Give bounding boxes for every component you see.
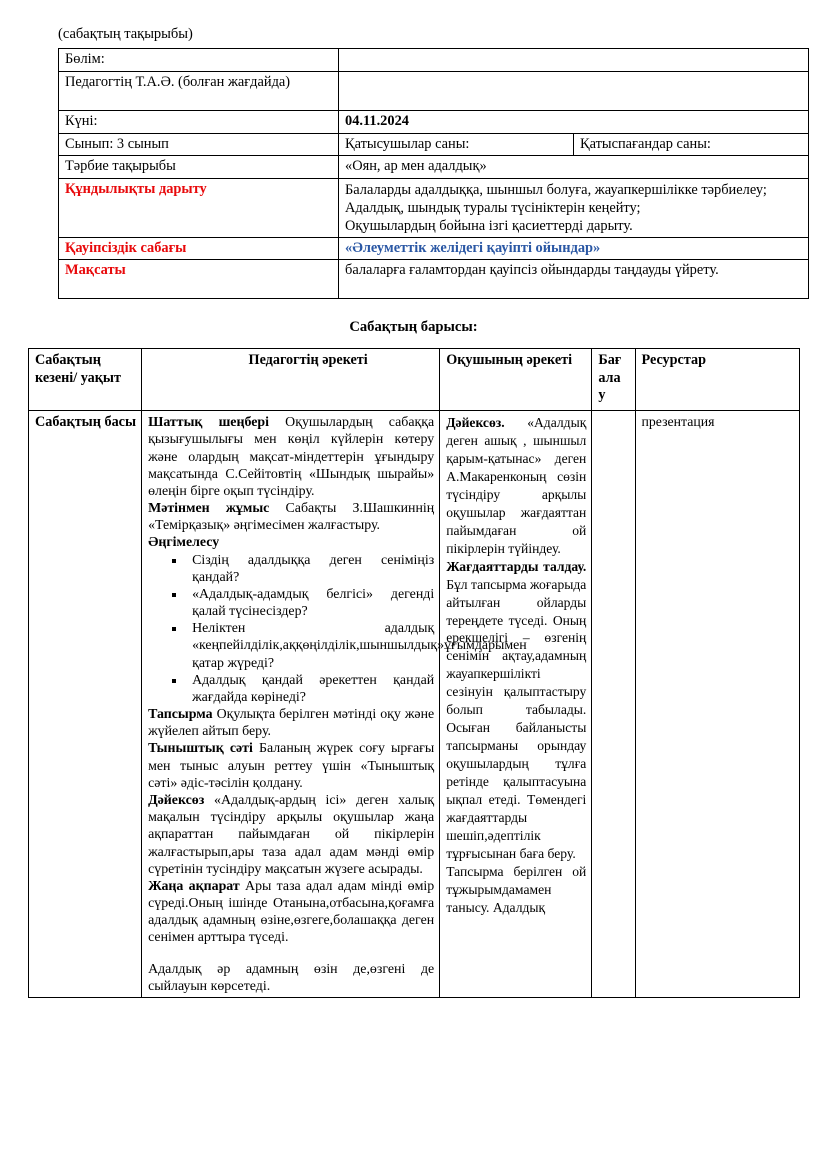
safety-lesson-label: Қауіпсіздік сабағы	[59, 237, 339, 260]
topic-label: Тәрбие тақырыбы	[59, 156, 339, 179]
teacher-text-text-work: Сабақты З.Шашкиннің «Темірқазық» әңгімесімен жалғастыру.	[148, 501, 435, 534]
student-action-cell	[440, 411, 592, 998]
section-value	[339, 49, 809, 72]
teacher-paragraph-new-info	[148, 878, 434, 947]
column-header-stage: Сабақтың кезені/ уақыт	[29, 349, 142, 411]
teacher-heading-task: Тапсырма	[148, 707, 213, 723]
student-paragraph-situation-analysis	[446, 558, 586, 863]
teacher-paragraph-discussion	[148, 534, 434, 551]
student-paragraph-quote	[446, 414, 586, 558]
table-row-safety	[59, 237, 809, 260]
student-heading-quote: Дәйексөз.	[446, 415, 505, 431]
teacher-text-quote: «Адалдық-ардың ісі» деген халық мақалын түсіндіру арқылы оқушылар жаңа ақпараттан пайымдаған ой пікірлерін жалғастырып,ары таза адал адам мәнді өмір сүретінін тусіндіру мақсатын жүзеге асырады.	[148, 792, 435, 877]
teacher-heading-text-work: Мәтінмен жұмыс	[148, 501, 270, 517]
table-row-section	[59, 49, 809, 72]
lesson-info-table	[58, 48, 809, 299]
list-item: Неліктен адалдық «кеңпейілділік,аққөңілділік,шыншылдық»ұғымдарымен қатар жүреді?	[170, 620, 434, 672]
lesson-topic-caption: (сабақтың тақырыбы)	[58, 26, 193, 42]
teacher-paragraph-text-work	[148, 500, 434, 534]
paragraph-spacer	[148, 947, 434, 961]
teacher-name-label: Педагогтің Т.А.Ә. (болған жағдайда)	[59, 71, 339, 110]
table-header-row	[29, 349, 800, 411]
value-line: Адалдық, шындық туралы түсініктерін кеңейту;	[345, 199, 641, 216]
teacher-text-new-info: Ары таза адал адам мінді өмір сүреді.Оның ішінде Отанына,отбасына,қоғамға адалдық адамның өзіне,өзгеге,болашаққа деген сенімен арттыра түседі.	[148, 878, 435, 946]
date-value: 04.11.2024	[339, 110, 809, 133]
teacher-heading-quote: Дәйексөз	[148, 792, 205, 808]
value-instilling-label: Құндылықты дарыту	[59, 178, 339, 237]
list-item: «Адалдық-адамдық белгісі» дегенді қалай түсінесіздер?	[170, 586, 434, 620]
goal-value: балаларға ғаламтордан қауіпсіз ойындарды таңдауды үйрету.	[339, 260, 809, 299]
student-text-quote: «Адалдық деген ашық , шыншыл қарым-қатынас» деген А.Макаренконың сөзін түсіндіру арқылы оқушылар жағдаяттан пайымдаған ой пікірлерін түйіндеу.	[446, 415, 587, 556]
student-heading-situation-analysis: Жағдаяттарды талдау.	[446, 558, 587, 574]
teacher-text-joy-circle: Оқушылардың сабаққа қызығушылығы мен көңіл күйлерін көтеру және олардың мақсат-міндеттерін ұғындыру мақсатында С.Сейітовтің «Шындық шырайы» өлеңін бірге оқып түсіндіру.	[148, 415, 435, 499]
teacher-heading-discussion: Әңгімелесу	[148, 535, 220, 551]
table-row-class	[59, 133, 809, 156]
teacher-paragraph-task	[148, 706, 434, 740]
teacher-paragraph-closing: Адалдық әр адамның өзін де,өзгені де сыйлауын көрсетеді.	[148, 961, 435, 994]
column-header-evaluation: Бағ ала у	[592, 349, 635, 411]
value-line: Балаларды адалдыққа, шыншыл болуға, жауапкершілікке тәрбиелеу;	[345, 181, 767, 198]
lesson-flow-table	[28, 348, 800, 998]
date-label: Күні:	[59, 110, 339, 133]
teacher-paragraph-joy-circle	[148, 414, 434, 500]
teacher-heading-new-info: Жаңа ақпарат	[148, 878, 240, 894]
teacher-text-quiet-moment: Баланың жүрек соғу ырғағы мен тыныс алуын реттеу үшін «Тыныштық сәті» әдіс-тәсілін қолдану.	[148, 741, 435, 791]
lesson-flow-title: Сабақтың барысы:	[349, 319, 478, 336]
value-instilling-value	[339, 178, 809, 237]
teacher-name-value	[339, 71, 809, 110]
section-label: Бөлім:	[59, 49, 339, 72]
table-row-lesson-start	[29, 411, 800, 998]
table-row-topic	[59, 156, 809, 179]
table-row-date	[59, 110, 809, 133]
student-paragraph-task: Тапсырма берілген ой тұжырымдамамен танысу. Адалдық	[446, 863, 587, 915]
participants-label: Қатысушылар саны:	[339, 133, 574, 156]
column-header-teacher-action: Педагогтің әрекеті	[142, 349, 440, 411]
list-item: Сіздің адалдыққа деген сеніміңіз қандай?	[170, 552, 434, 586]
list-item: Адалдық қандай әрекеттен қандай жағдайда көрінеді?	[170, 672, 434, 706]
teacher-paragraph-quiet-moment	[148, 740, 434, 792]
safety-lesson-value: «Әлеуметтік желідегі қауіпті ойындар»	[339, 237, 809, 260]
topic-value: «Оян, ар мен адалдық»	[339, 156, 809, 179]
absent-label: Қатыспағандар саны:	[574, 133, 809, 156]
teacher-heading-quiet-moment: Тыныштық сәті	[148, 741, 253, 757]
value-line: Оқушылардың бойына ізгі қасиеттерді дарыту.	[345, 217, 633, 234]
class-label: Сынып: 3 сынып	[59, 133, 339, 156]
table-row-goal	[59, 260, 809, 299]
goal-label: Мақсаты	[59, 260, 339, 299]
teacher-heading-joy-circle: Шаттық шеңбері	[148, 415, 269, 431]
student-text-situation-analysis: Бұл тапсырма жоғарыда айтылған ойларды тереңдете түседі. Оның ерекшелігі – өзгенің сенімін ақтау,адамның жауапкершілікті сезінуін қалыптастыру болып табылады. Осыған байланысты тапсырманы орындау оқушылардың тұлға ретінде қалыптасуына ықпал етеді. Төмендегі жағдаяттарды шешіп,әдептілік тұрғысынан баға беру.	[446, 576, 587, 861]
table-row-values	[59, 178, 809, 237]
column-header-resources: Ресурстар	[635, 349, 800, 411]
teacher-text-task: Оқулықта берілген мәтінді оқу және жүйелеп айтып беру.	[148, 707, 435, 740]
table-row-teacher-name	[59, 71, 809, 110]
evaluation-cell	[592, 411, 635, 998]
resources-cell: презентация	[635, 411, 800, 998]
column-header-student-action: Оқушының әрекеті	[440, 349, 592, 411]
teacher-paragraph-quote	[148, 792, 434, 878]
stage-cell: Сабақтың басы	[29, 411, 142, 998]
